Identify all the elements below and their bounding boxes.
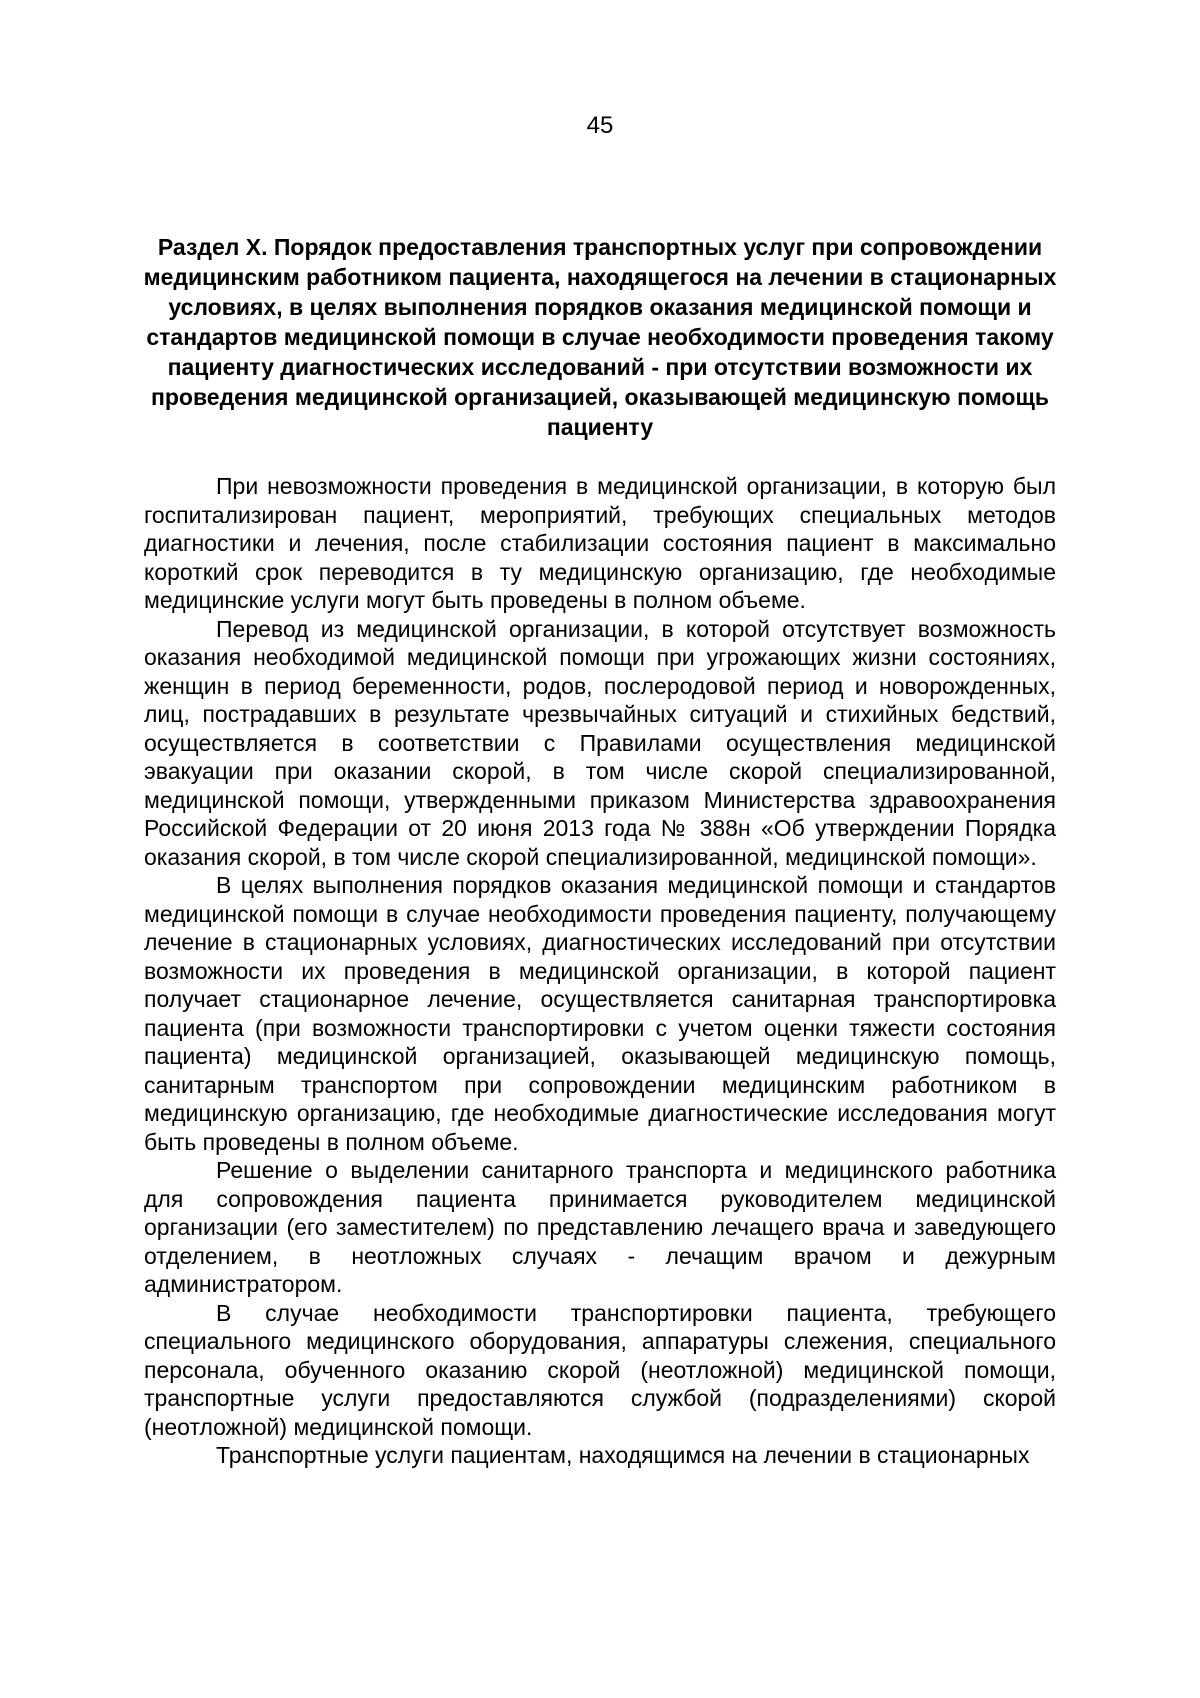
paragraph: При невозможности проведения в медицинской организации, в которую был госпитализирован пациент, мероприятий, требующих специальных методов диагностики и лечения, после стабилизации состояния пациент в максимально короткий срок переводится в ту медицинскую организацию, где необходимые медицинские услуги могут быть проведены в полном объеме. — [144, 473, 1056, 613]
paragraph: Перевод из медицинской организации, в которой отсутствует возможность оказания необходимой медицинской помощи при угрожающих жизни состояниях, женщин в период беременности, родов, послеродовой период и новорожденных, лиц, пострадавших в результате чрезвычайных ситуаций и стихийных бедствий, осуществляется в соответствии с Правилами осуществления медицинской эвакуации при оказании скорой, в том числе скорой специализированной, медицинской помощи, утвержденными приказом Министерства здравоохранения Российской Федерации от 20 июня 2013 года № 388н «Об утверждении Порядка оказания скорой, в том числе скорой специализированной, медицинской помощи». — [144, 615, 1056, 870]
page-number: 45 — [586, 112, 614, 139]
paragraph: Решение о выделении санитарного транспорта и медицинского работника для сопровождения пациента принимается руководителем медицинской организации (его заместителем) по представлению лечащего врача и заведующего отделением, в неотложных случаях - лечащим врачом и дежурным администратором. — [144, 1157, 1056, 1297]
paragraph: В целях выполнения порядков оказания медицинской помощи и стандартов медицинской помощи в случае необходимости проведения пациенту, получающему лечение в стационарных условиях, диагностических исследований при отсутствии возможности их проведения в медицинской организации, в которой пациент получает стационарное лечение, осуществляется санитарная транспортировка пациента (при возможности транспортировки с учетом оценки тяжести состояния пациента) медицинской организацией, оказывающей медицинскую помощь, санитарным транспортом при сопровождении медицинским работником в медицинскую организацию, где необходимые диагностические исследования могут быть проведены в полном объеме. — [144, 872, 1056, 1155]
body-text — [144, 472, 1056, 1470]
paragraph: В случае необходимости транспортировки пациента, требующего специального медицинского оборудования, аппаратуры слежения, специального персонала, обученного оказанию скорой (неотложной) медицинской помощи, транспортные услуги предоставляются службой (подразделениями) скорой (неотложной) медицинской помощи. — [144, 1299, 1056, 1440]
paragraph: Транспортные услуги пациентам, находящимся на лечении в стационарных — [216, 1442, 1030, 1468]
section-title: Раздел X. Порядок предоставления транспортных услуг при сопровождении медицинским работником пациента, находящегося на лечении в стационарных условиях, в целях выполнения порядков оказания медицинской помощи и стандартов медицинской помощи в случае необходимости проведения такому пациенту диагностических исследований - при отсутствии возможности их проведения медицинской организацией, оказывающей медицинскую помощь пациенту — [143, 234, 1057, 440]
